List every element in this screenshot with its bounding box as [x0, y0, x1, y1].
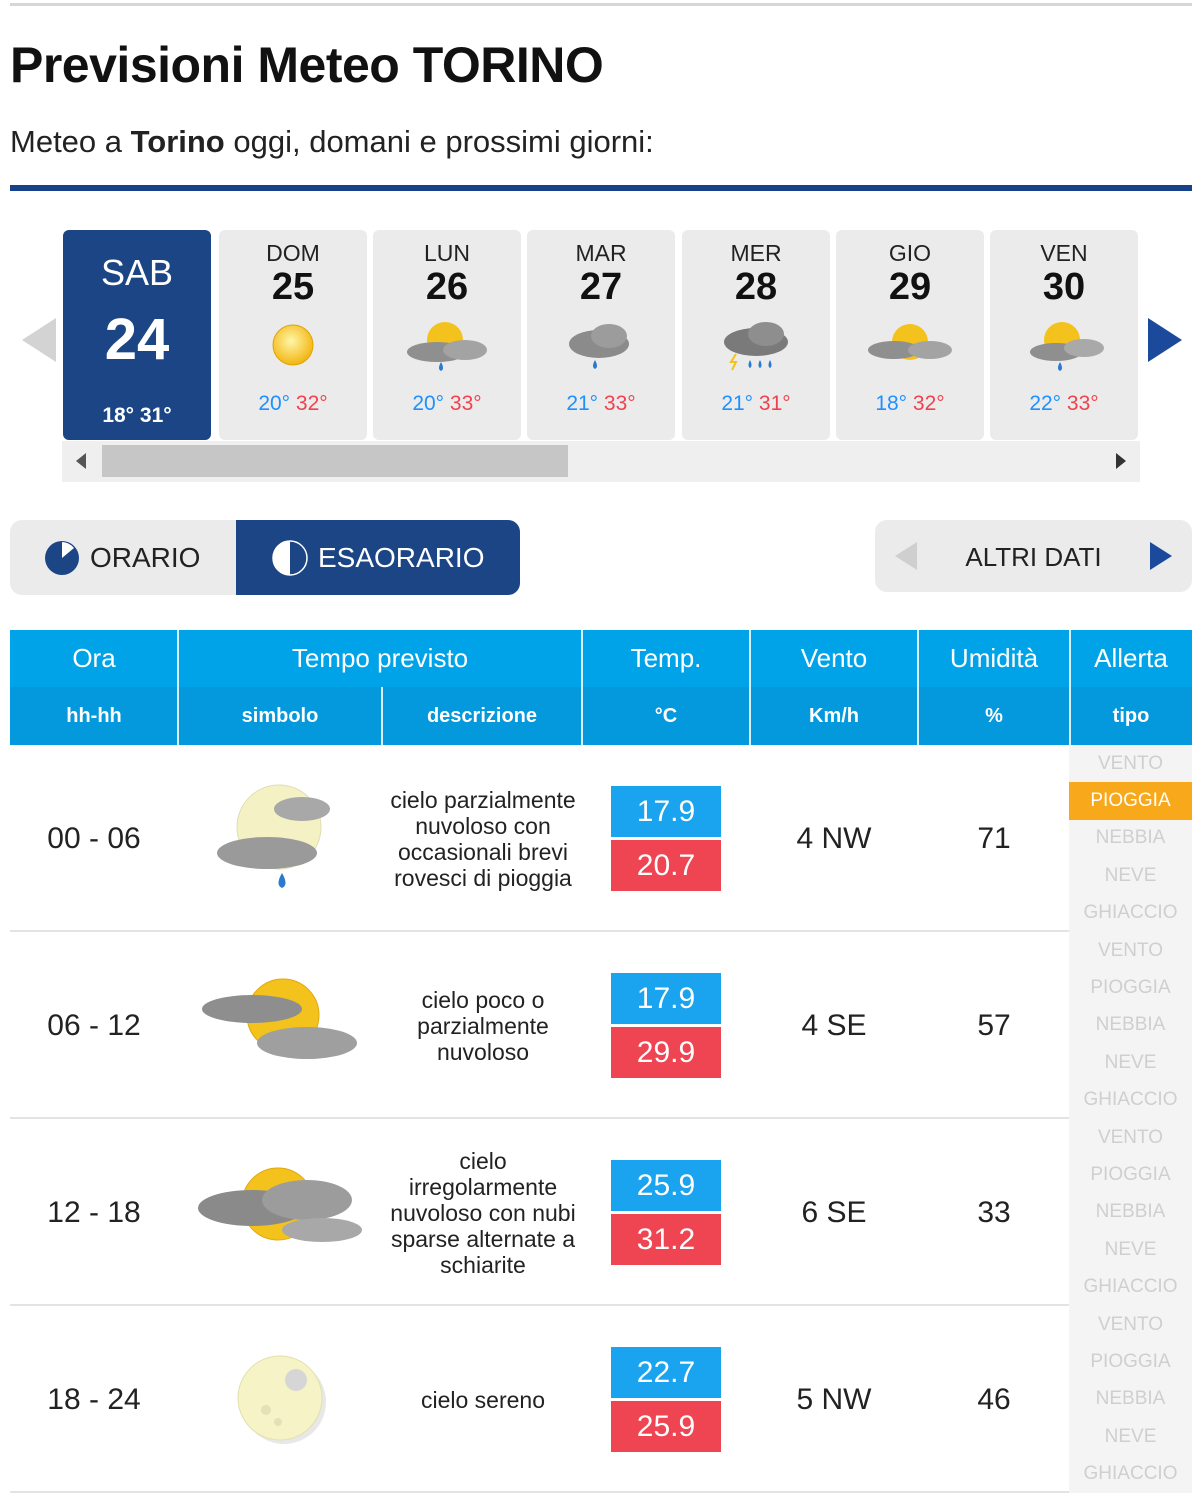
- col-header-tempo: Tempo previsto: [291, 643, 469, 673]
- subtitle-suffix: oggi, domani e prossimi giorni:: [224, 124, 654, 159]
- table-row: [10, 932, 1192, 1119]
- scroll-left-arrow-icon[interactable]: [76, 453, 86, 469]
- sun-cloud-rain-icon: [1014, 310, 1114, 380]
- table-row: [10, 745, 1192, 932]
- row-umidita: 57: [977, 1008, 1011, 1042]
- day-temps: [63, 404, 211, 428]
- top-divider: [10, 3, 1192, 6]
- alert-pioggia: PIOGGIA: [1090, 977, 1171, 999]
- page-subtitle: [10, 124, 654, 160]
- header-divider: [1069, 630, 1071, 745]
- row-ora: 12 - 18: [47, 1195, 141, 1229]
- moon-cloud-rain-icon: [207, 769, 357, 909]
- orario-button[interactable]: [10, 520, 236, 595]
- alert-ghiaccio: GHIACCIO: [1083, 902, 1178, 924]
- day-temps: [682, 392, 830, 416]
- scroll-right-arrow-icon[interactable]: [1116, 453, 1126, 469]
- day-temp-max: 32°: [912, 392, 945, 415]
- sun-cloud-icon: [860, 310, 960, 380]
- alert-neve: NEVE: [1104, 1425, 1157, 1447]
- subheader-umidita: %: [918, 687, 1070, 745]
- row-temps: [582, 1119, 750, 1306]
- alert-vento: VENTO: [1097, 752, 1164, 774]
- day-name: MAR: [575, 240, 627, 266]
- altri-dati-label[interactable]: ALTRI DATI: [965, 542, 1102, 572]
- day-card-mar[interactable]: [527, 230, 675, 440]
- row-description: cielo sereno: [420, 1386, 546, 1413]
- esaorario-button[interactable]: [236, 520, 520, 595]
- day-name: LUN: [423, 240, 470, 266]
- row-symbol: [180, 745, 384, 932]
- subheader-vento: Km/h: [750, 687, 918, 745]
- alert-neve: NEVE: [1104, 864, 1157, 886]
- day-temp-max: 33°: [1066, 392, 1099, 415]
- day-number: 27: [579, 266, 623, 308]
- row-description: cielo poco o parzialmente nuvoloso: [417, 986, 549, 1065]
- row-alerts: [1069, 745, 1192, 932]
- alert-nebbia: NEBBIA: [1095, 827, 1166, 849]
- row-vento: 6 SE: [801, 1195, 867, 1229]
- row-description: cielo irregolarmente nuvoloso con nubi sparse alternate a schiarite: [390, 1147, 576, 1278]
- row-temps: [582, 932, 750, 1119]
- table-row: [10, 1119, 1192, 1306]
- day-card-sab[interactable]: [63, 230, 211, 440]
- subtitle-prefix: Meteo a: [10, 124, 131, 159]
- sun-cloud-rain-icon: [397, 310, 497, 380]
- days-prev-arrow-icon[interactable]: [22, 318, 56, 362]
- row-vento: 5 NW: [796, 1382, 872, 1416]
- row-ora: 18 - 24: [47, 1382, 141, 1416]
- day-number: 30: [1042, 266, 1086, 308]
- alert-vento: VENTO: [1097, 939, 1164, 961]
- row-alerts: [1069, 932, 1192, 1119]
- header-divider: [177, 630, 179, 745]
- subheader-temp: °C: [582, 687, 750, 745]
- alert-ghiaccio: GHIACCIO: [1083, 1463, 1178, 1485]
- day-card-ven[interactable]: [990, 230, 1138, 440]
- forecast-table-header: [10, 630, 1192, 745]
- day-temps: [990, 392, 1138, 416]
- day-number: 24: [104, 307, 170, 372]
- alert-pioggia: PIOGGIA: [1090, 1351, 1171, 1373]
- row-temp-max: 25.9: [611, 1401, 721, 1452]
- day-temps: [373, 392, 521, 416]
- subheader-simbolo: simbolo: [178, 687, 382, 745]
- table-row: [10, 1306, 1192, 1493]
- day-temps: [527, 392, 675, 416]
- altri-next-arrow-icon[interactable]: [1150, 542, 1172, 570]
- day-temps: [219, 392, 367, 416]
- day-temp-min: 21°: [566, 392, 599, 415]
- row-temp-max: 31.2: [611, 1214, 721, 1265]
- row-alerts: [1069, 1306, 1192, 1493]
- alert-neve: NEVE: [1104, 1051, 1157, 1073]
- row-vento: 4 SE: [801, 1008, 867, 1042]
- day-temp-min: 20°: [412, 392, 445, 415]
- day-temps: [836, 392, 984, 416]
- day-card-dom[interactable]: [219, 230, 367, 440]
- scroll-thumb[interactable]: [102, 445, 568, 477]
- alert-neve: NEVE: [1104, 1238, 1157, 1260]
- header-divider: [581, 630, 583, 745]
- half-clock-icon: [272, 540, 308, 576]
- day-name: VEN: [1040, 240, 1088, 266]
- header-divider: [917, 630, 919, 745]
- row-temps: [582, 1306, 750, 1493]
- row-symbol: [180, 1119, 384, 1306]
- row-vento: 4 NW: [796, 821, 872, 855]
- clock-icon: [44, 540, 80, 576]
- row-temp-min: 17.9: [611, 786, 721, 837]
- alert-pioggia: PIOGGIA: [1090, 1164, 1171, 1186]
- day-temp-min: 22°: [1029, 392, 1062, 415]
- day-number: 29: [888, 266, 932, 308]
- day-number: 26: [425, 266, 469, 308]
- day-temp-min: 18°: [102, 404, 135, 427]
- title-divider: [10, 185, 1192, 191]
- esaorario-label: ESAORARIO: [318, 541, 485, 573]
- row-description: cielo parzialmente nuvoloso con occasionali brevi rovesci di pioggia: [390, 786, 576, 891]
- row-temp-max: 20.7: [611, 840, 721, 891]
- alert-nebbia: NEBBIA: [1095, 1014, 1166, 1036]
- row-temp-min: 17.9: [611, 973, 721, 1024]
- col-header-temp: Temp.: [630, 643, 702, 673]
- thunderstorm-icon: [706, 310, 806, 380]
- col-header-umidita: Umidità: [949, 643, 1039, 673]
- sun-cloud-icon: [192, 1158, 372, 1268]
- row-temp-min: 25.9: [611, 1160, 721, 1211]
- day-name: SAB: [100, 252, 174, 293]
- col-header-vento: Vento: [800, 643, 868, 673]
- sun-icon: [243, 310, 343, 380]
- altri-dati-nav: [875, 520, 1192, 592]
- header-divider: [381, 687, 383, 745]
- day-card-lun[interactable]: [373, 230, 521, 440]
- alert-nebbia: NEBBIA: [1095, 1201, 1166, 1223]
- col-header-allerta: Allerta: [1094, 643, 1168, 673]
- row-umidita: 71: [977, 821, 1011, 855]
- sun-cloud-icon: [197, 971, 367, 1081]
- alert-ghiaccio: GHIACCIO: [1083, 1089, 1178, 1111]
- page-title: Previsioni Meteo TORINO: [10, 37, 604, 93]
- subheader-ora: hh-hh: [10, 687, 178, 745]
- day-card-mer[interactable]: [682, 230, 830, 440]
- alert-pioggia: PIOGGIA: [1069, 782, 1192, 819]
- day-temp-max: 33°: [603, 392, 636, 415]
- subtitle-city: Torino: [130, 124, 225, 159]
- alert-vento: VENTO: [1097, 1313, 1164, 1335]
- day-name: MER: [730, 240, 782, 266]
- alert-nebbia: NEBBIA: [1095, 1388, 1166, 1410]
- subheader-descrizione: descrizione: [382, 687, 582, 745]
- day-temp-max: 31°: [758, 392, 791, 415]
- day-card-gio[interactable]: [836, 230, 984, 440]
- cloud-rain-icon: [551, 310, 651, 380]
- day-temp-max: 31°: [139, 404, 172, 427]
- days-scrollbar[interactable]: [62, 441, 1140, 482]
- col-header-ora: Ora: [72, 643, 116, 673]
- day-temp-min: 18°: [875, 392, 908, 415]
- row-umidita: 46: [977, 1382, 1011, 1416]
- day-temp-min: 20°: [258, 392, 291, 415]
- row-symbol: [180, 932, 384, 1119]
- row-ora: 06 - 12: [47, 1008, 141, 1042]
- row-temps: [582, 745, 750, 932]
- subheader-allerta: tipo: [1070, 687, 1192, 745]
- row-alerts: [1069, 1119, 1192, 1306]
- day-temp-max: 33°: [449, 392, 482, 415]
- day-temp-min: 21°: [721, 392, 754, 415]
- day-name: GIO: [888, 240, 932, 266]
- header-divider: [749, 630, 751, 745]
- row-ora: 00 - 06: [47, 821, 141, 855]
- row-temp-max: 29.9: [611, 1027, 721, 1078]
- alert-vento: VENTO: [1097, 1126, 1164, 1148]
- day-name: DOM: [266, 240, 320, 266]
- row-umidita: 33: [977, 1195, 1011, 1229]
- day-temp-max: 32°: [295, 392, 328, 415]
- moon-icon: [222, 1340, 342, 1460]
- day-number: 28: [734, 266, 778, 308]
- row-symbol: [180, 1306, 384, 1493]
- row-temp-min: 22.7: [611, 1347, 721, 1398]
- days-next-arrow-icon[interactable]: [1148, 318, 1182, 362]
- view-mode-toggle: [10, 520, 520, 595]
- alert-ghiaccio: GHIACCIO: [1083, 1276, 1178, 1298]
- day-number: 25: [271, 266, 315, 308]
- orario-label: ORARIO: [90, 541, 201, 573]
